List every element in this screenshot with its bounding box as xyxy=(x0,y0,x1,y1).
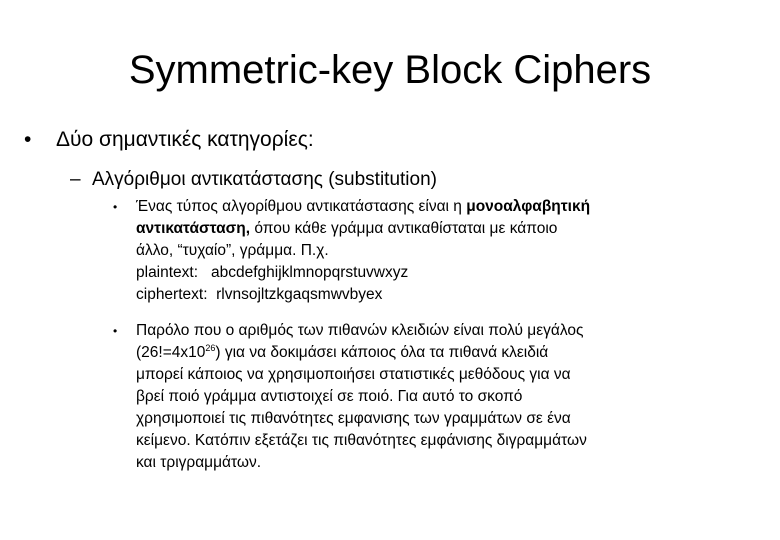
paragraph-line xyxy=(136,218,751,240)
paragraph-line xyxy=(136,196,751,218)
paragraph-line: κείμενο. Κατόπιν εξετάζει τις πιθανότητες εμφάνισης διγραμμάτων xyxy=(136,432,587,449)
bold-term: μονοαλφαβητική xyxy=(466,198,591,215)
paragraph-line: άλλο, “τυχαίο”, γράμμα. Π.χ. xyxy=(136,242,329,259)
bullet-level2-text: Αλγόριθμοι αντικατάστασης (substitution) xyxy=(92,169,437,190)
paragraph-line: Παρόλο που ο αριθμός των πιθανών κλειδιών είναι πολύ μεγάλος xyxy=(136,322,584,339)
bold-term: αντικατάσταση, xyxy=(136,220,251,237)
slide-title: Symmetric-key Block Ciphers xyxy=(128,48,652,92)
plaintext-value: abcdefghijklmnopqrstuvwxyz xyxy=(210,264,409,281)
bullet-marker: • xyxy=(113,200,118,214)
paragraph-line: χρησιμοποιεί τις πιθανότητες εμφανισης των γραμμάτων σε ένα xyxy=(136,410,571,427)
text-run: Ένας τύπος αλγορίθμου αντικατάστασης είναι η xyxy=(136,198,467,215)
paragraph-line: βρεί ποιό γράμμα αντιστοιχεί σε ποιό. Για αυτό το σκοπό xyxy=(136,388,523,405)
dash-marker: – xyxy=(70,169,81,190)
paragraph-line: και τριγραμμάτων. xyxy=(136,454,262,471)
plaintext-example xyxy=(136,262,751,284)
text-run: ) για να δοκιμάσει κάποιος όλα τα πιθανά κλειδιά xyxy=(215,344,549,361)
bullet-key-space xyxy=(113,320,753,474)
text-run: όπου κάθε γράμμα αντικαθίσταται με κάποιο xyxy=(250,220,558,237)
ciphertext-value: rlvnsojltzkgaqsmwvbyex xyxy=(216,286,383,303)
text-run: (26!=4x10 xyxy=(136,344,206,361)
ciphertext-example xyxy=(136,284,751,306)
plaintext-label: plaintext: xyxy=(136,264,199,281)
exponent: 26 xyxy=(205,343,216,353)
ciphertext-label: ciphertext: xyxy=(136,286,208,303)
bullet-marker: • xyxy=(24,128,32,151)
bullet-marker: • xyxy=(113,324,118,338)
bullet-monoalphabetic-body xyxy=(136,196,751,306)
paragraph-line: μπορεί κάποιος να χρησιμοποιήσει στατιστικές μεθόδους για να xyxy=(136,366,571,383)
bullet-level1-text: Δύο σημαντικές κατηγορίες: xyxy=(56,128,314,151)
paragraph-line xyxy=(136,342,751,364)
bullet-key-space-body xyxy=(136,320,751,474)
bullet-monoalphabetic xyxy=(113,196,753,308)
